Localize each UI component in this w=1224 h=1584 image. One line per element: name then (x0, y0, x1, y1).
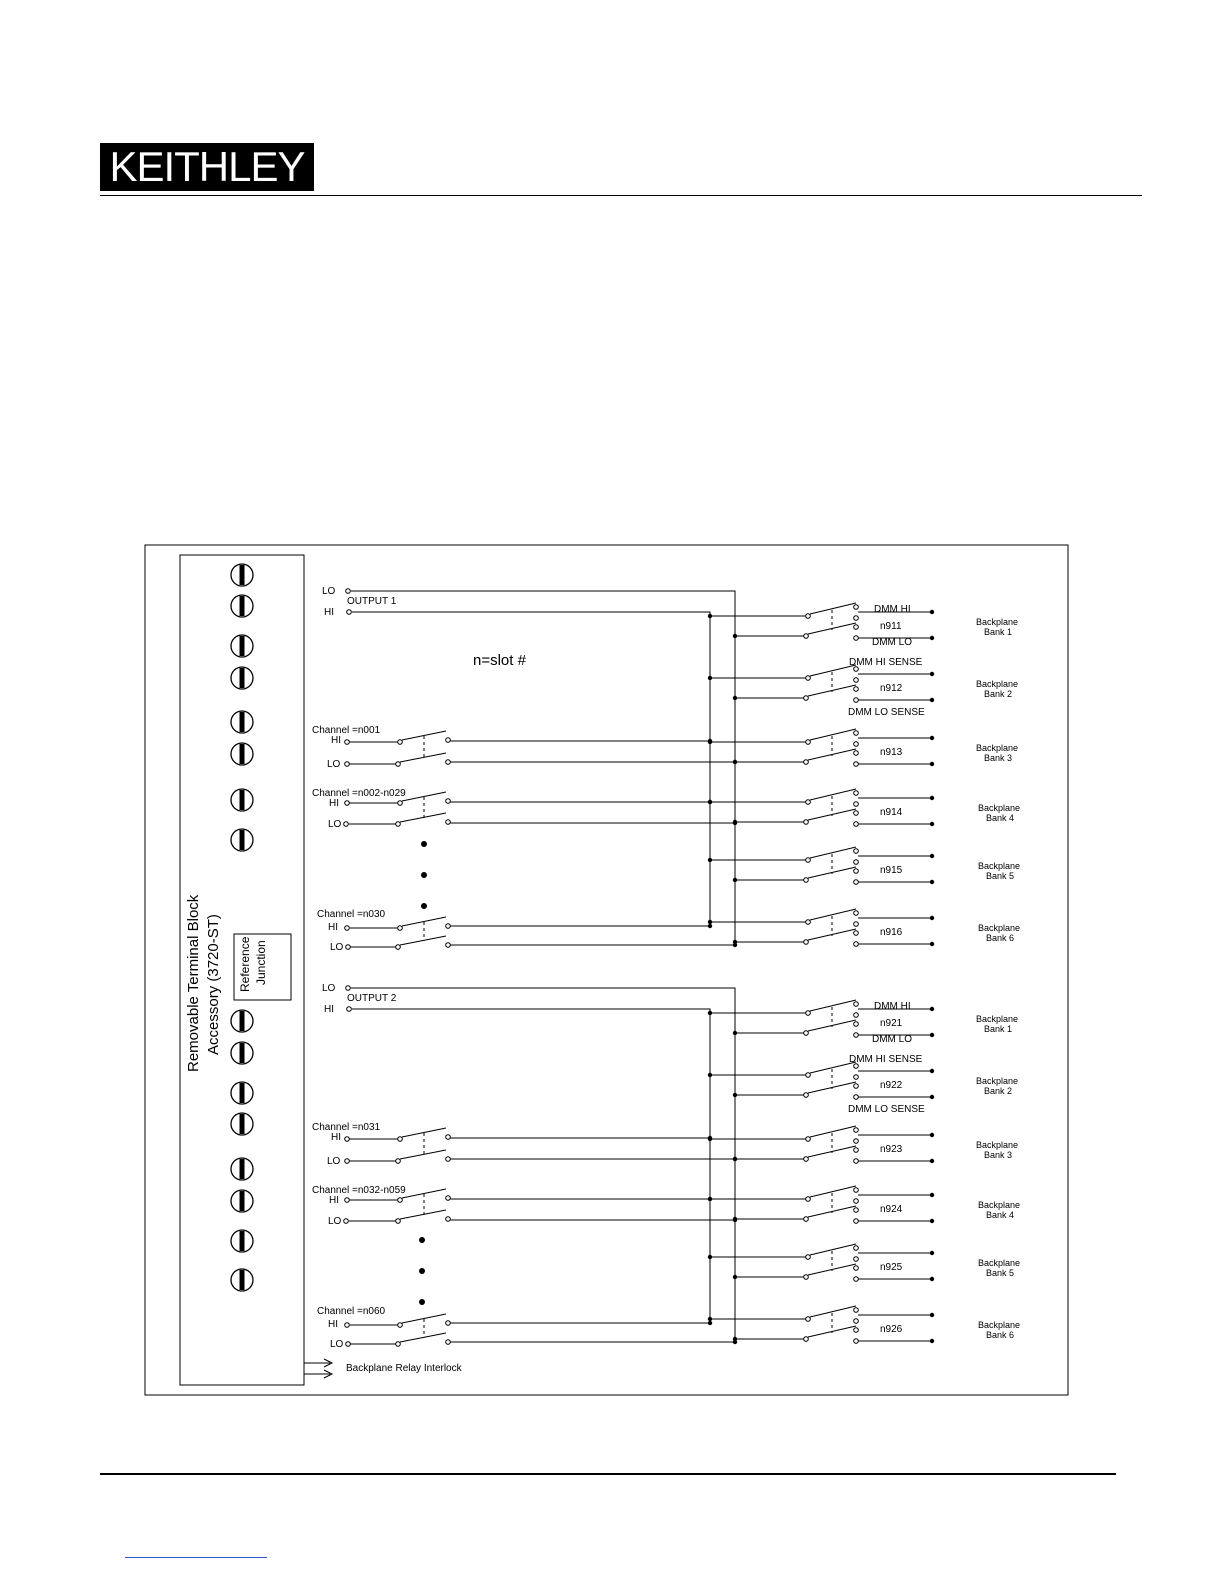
relay-label: n921 (880, 1018, 903, 1029)
junction-dot (930, 1069, 934, 1073)
terminal-contact (806, 676, 811, 681)
junction-dot (930, 672, 934, 676)
terminal-contact (854, 1339, 859, 1344)
bank-label: Bank 4 (986, 1210, 1015, 1220)
relay-blade (810, 1244, 856, 1255)
terminal-contact (344, 1219, 349, 1224)
relay-blade (400, 1333, 446, 1342)
terminal-contact (854, 1188, 859, 1193)
terminal-contact (854, 1219, 859, 1224)
terminal-contact (806, 740, 811, 745)
junction-dot (930, 916, 934, 920)
junction-dot (930, 942, 934, 946)
diagram-frame (145, 545, 1068, 1395)
junction-dot (930, 1095, 934, 1099)
block-title-2: Accessory (3720-ST) (205, 914, 222, 1055)
backplane-label: Backplane (976, 1014, 1019, 1024)
output-hi-label: HI (324, 1004, 334, 1015)
terminal-contact (446, 1196, 451, 1201)
junction-dot (708, 1073, 712, 1077)
output-label: OUTPUT 2 (347, 993, 397, 1004)
terminal-contact (854, 605, 859, 610)
terminal-contact (804, 1217, 809, 1222)
bank-label: Bank 5 (986, 1268, 1015, 1278)
ch-hi-label: HI (331, 735, 341, 746)
terminal-contact (446, 738, 451, 743)
terminal-contact (446, 943, 451, 948)
bank-label: Bank 1 (984, 1024, 1013, 1034)
terminal-contact (398, 926, 403, 931)
terminal-contact (854, 1022, 859, 1027)
terminal-contact (806, 920, 811, 925)
relay-blade (400, 936, 446, 945)
relay-blade (810, 1306, 856, 1317)
terminal-contact (345, 1159, 350, 1164)
junction-dot (930, 1007, 934, 1011)
terminal-contact (346, 1342, 351, 1347)
terminal-contact (806, 614, 811, 619)
terminal-contact (396, 822, 401, 827)
relay-blade (810, 789, 856, 800)
ch-lo-label: LO (327, 1156, 341, 1167)
output-lo-bus (351, 988, 735, 1342)
terminal-screw-slot (240, 744, 245, 764)
terminal-contact (806, 800, 811, 805)
terminal-contact (854, 791, 859, 796)
junction-dot (733, 634, 737, 638)
ch-hi-label: HI (328, 1319, 338, 1330)
ch-hi-label: HI (328, 922, 338, 933)
terminal-contact (804, 1093, 809, 1098)
terminal-contact (804, 820, 809, 825)
terminal-contact (854, 1033, 859, 1038)
terminal-contact (854, 687, 859, 692)
terminal-contact (347, 1007, 352, 1012)
relay-label: n922 (880, 1080, 903, 1091)
output-lo-label: LO (322, 983, 336, 994)
channel-first-label: Channel =n001 (312, 725, 381, 736)
terminal-screw-slot (240, 596, 245, 616)
terminal-contact (854, 1319, 859, 1324)
junction-dot (708, 676, 712, 680)
junction-dot (733, 821, 737, 825)
terminal-screw-slot (240, 668, 245, 688)
junction-dot (733, 1093, 737, 1097)
junction-dot (708, 920, 712, 924)
footer-rule (100, 1473, 1116, 1475)
terminal-contact (806, 1011, 811, 1016)
bank-label: Bank 4 (986, 813, 1015, 823)
terminal-screw-slot (240, 790, 245, 810)
junction-dot (930, 1193, 934, 1197)
terminal-contact (854, 1277, 859, 1282)
relay-label: n913 (880, 747, 903, 758)
block-title-1: Removable Terminal Block (185, 894, 202, 1072)
terminal-contact (396, 1159, 401, 1164)
relay-label: n916 (880, 927, 903, 938)
terminal-contact (854, 1148, 859, 1153)
terminal-contact (346, 986, 351, 991)
backplane-label: Backplane (978, 923, 1021, 933)
ch-lo-label: LO (327, 759, 341, 770)
terminal-contact (854, 616, 859, 621)
terminal-contact (398, 740, 403, 745)
junction-dot (733, 760, 737, 764)
junction-dot (708, 1321, 712, 1325)
terminal-contact (854, 1328, 859, 1333)
bank-label: Bank 5 (986, 871, 1015, 881)
labels (312, 586, 1020, 1350)
relay-label: n912 (880, 683, 903, 694)
terminal-contact (854, 751, 859, 756)
terminal-contact (804, 1157, 809, 1162)
terminal-contact (806, 1137, 811, 1142)
interlock-label: Backplane Relay Interlock (346, 1363, 462, 1374)
junction-dot (930, 1219, 934, 1223)
terminal-contact (345, 926, 350, 931)
terminal-contact (854, 1075, 859, 1080)
dmm-lo-sense-label: DMM LO SENSE (848, 707, 925, 718)
junction-dot (930, 1159, 934, 1163)
junction-dot (930, 796, 934, 800)
terminal-contact (398, 801, 403, 806)
terminal-contact (806, 858, 811, 863)
backplane-label: Backplane (976, 1076, 1019, 1086)
terminal-contact (804, 1337, 809, 1342)
relay-label: n924 (880, 1204, 903, 1215)
channel-first-label: Channel =n031 (312, 1122, 381, 1133)
relay-label: n914 (880, 807, 903, 818)
terminal-contact (346, 945, 351, 950)
terminal-contact (446, 760, 451, 765)
junction-dot (930, 736, 934, 740)
terminal-contact (854, 869, 859, 874)
terminal-contact (446, 1135, 451, 1140)
relay-label: n915 (880, 865, 903, 876)
terminal-contact (854, 922, 859, 927)
terminal-screw-slot (240, 1083, 245, 1103)
channel-mid-label: Channel =n002-n029 (312, 788, 406, 799)
junction-dot (708, 614, 712, 618)
backplane-label: Backplane (978, 1200, 1021, 1210)
relay-label: n911 (880, 621, 902, 632)
relay-label: n925 (880, 1262, 903, 1273)
terminal-contact (854, 1128, 859, 1133)
terminal-contact (854, 678, 859, 683)
terminal-contact (446, 1340, 451, 1345)
backplane-label: Backplane (976, 679, 1019, 689)
terminal-contact (344, 822, 349, 827)
dmm-hi-sense-label: DMM HI SENSE (849, 1054, 923, 1065)
terminal-contact (804, 878, 809, 883)
junction-dot (930, 1313, 934, 1317)
output-hi-bus (352, 1009, 710, 1320)
junction-dot (930, 822, 934, 826)
channel-last-label: Channel =n030 (317, 909, 386, 920)
terminal-contact (396, 1219, 401, 1224)
terminal-contact (346, 589, 351, 594)
bank-label: Bank 6 (986, 1330, 1015, 1340)
channel-mid-label: Channel =n032-n059 (312, 1185, 406, 1196)
terminal-contact (396, 945, 401, 950)
junction-dot (930, 880, 934, 884)
ch-lo-label: LO (328, 1216, 342, 1227)
ref-label-2: Junction (254, 940, 268, 985)
junction-dot (930, 854, 934, 858)
junction-dot (930, 1251, 934, 1255)
relay-blade (810, 847, 856, 858)
terminal-contact (804, 696, 809, 701)
terminal-contact (446, 820, 451, 825)
ch-hi-label: HI (331, 1132, 341, 1143)
junction-dot (733, 1218, 737, 1222)
terminal-contact (396, 762, 401, 767)
terminal-contact (854, 1139, 859, 1144)
terminal-contact (806, 1317, 811, 1322)
terminal-contact (854, 1002, 859, 1007)
terminal-contact (854, 731, 859, 736)
terminal-contact (854, 849, 859, 854)
terminal-screw-slot (240, 1270, 245, 1290)
terminal-screw-slot (240, 1011, 245, 1031)
backplane-label: Backplane (978, 1258, 1021, 1268)
terminal-screw-slot (240, 1114, 245, 1134)
dmm-lo-sense-label: DMM LO SENSE (848, 1104, 925, 1115)
junction-dot (930, 1133, 934, 1137)
relay-blade (400, 753, 446, 762)
backplane-label: Backplane (976, 1140, 1019, 1150)
junction-dot (930, 1033, 934, 1037)
terminal-contact (854, 636, 859, 641)
output-hi-bus (352, 612, 710, 923)
junction-dot (930, 1339, 934, 1343)
bank-label: Bank 1 (984, 627, 1013, 637)
backplane-label: Backplane (976, 743, 1019, 753)
backplane-label: Backplane (978, 1320, 1021, 1330)
terminal-screw-slot (240, 636, 245, 656)
output-label: OUTPUT 1 (347, 596, 397, 607)
output-lo-label: LO (322, 586, 336, 597)
junction-dot (733, 878, 737, 882)
relay-blade (810, 1186, 856, 1197)
relay-blade (810, 909, 856, 920)
junction-dot (708, 1255, 712, 1259)
relay-label: n926 (880, 1324, 903, 1335)
dmm-hi-label: DMM HI (874, 1001, 911, 1012)
terminal-contact (347, 610, 352, 615)
dmm-hi-label: DMM HI (874, 604, 911, 615)
bank-label: Bank 2 (984, 689, 1013, 699)
junction-dot (708, 1011, 712, 1015)
terminal-contact (854, 1246, 859, 1251)
terminal-contact (854, 1308, 859, 1313)
terminal-contact (446, 1217, 451, 1222)
keithley-logo: KEITHLEY (100, 143, 314, 191)
terminal-contact (854, 698, 859, 703)
terminal-contact (854, 1257, 859, 1262)
ref-label-1: Reference (238, 936, 252, 992)
terminal-contact (398, 1198, 403, 1203)
junction-dot (733, 943, 737, 947)
terminal-contact (854, 1084, 859, 1089)
terminal-contact (345, 740, 350, 745)
ch-lo-label: LO (330, 1339, 344, 1350)
relay-label: n923 (880, 1144, 903, 1155)
terminal-contact (446, 924, 451, 929)
junction-dot (708, 1197, 712, 1201)
terminal-screw-slot (240, 1159, 245, 1179)
terminal-contact (804, 634, 809, 639)
ch-hi-label: HI (329, 798, 339, 809)
output-lo-bus (351, 591, 735, 945)
junction-dots (344, 589, 935, 1347)
terminal-contact (806, 1255, 811, 1260)
terminal-contact (345, 1323, 350, 1328)
terminal-contact (804, 1275, 809, 1280)
terminal-contact (854, 1199, 859, 1204)
terminal-contact (854, 860, 859, 865)
dmm-lo-label: DMM LO (872, 1034, 912, 1045)
terminal-contact (446, 1321, 451, 1326)
ch-lo-label: LO (328, 819, 342, 830)
terminal-screw-slot (240, 1231, 245, 1251)
bank-label: Bank 2 (984, 1086, 1013, 1096)
terminal-contact (345, 1137, 350, 1142)
terminal-contact (854, 762, 859, 767)
junction-dot (930, 1277, 934, 1281)
terminal-contact (854, 911, 859, 916)
terminal-contact (854, 1013, 859, 1018)
terminal-contact (345, 1198, 350, 1203)
terminal-contact (854, 802, 859, 807)
terminal-contact (446, 799, 451, 804)
bank-label: Bank 3 (984, 1150, 1013, 1160)
terminal-contact (345, 801, 350, 806)
relay-blade (400, 1210, 446, 1219)
bank-label: Bank 3 (984, 753, 1013, 763)
bank-label: Bank 6 (986, 933, 1015, 943)
junction-dot (708, 858, 712, 862)
junction-dot (708, 1136, 712, 1140)
terminal-screw-slot (240, 565, 245, 585)
junction-dot (708, 1317, 712, 1321)
terminal-contact (398, 1323, 403, 1328)
output-hi-label: HI (324, 607, 334, 618)
relay-blade (810, 1126, 856, 1137)
terminal-contact (345, 762, 350, 767)
junction-dot (930, 698, 934, 702)
terminal-contact (396, 1342, 401, 1347)
junction-dot (708, 800, 712, 804)
relay-blade (400, 1150, 446, 1159)
backplane-label: Backplane (978, 861, 1021, 871)
junction-dot (930, 636, 934, 640)
terminal-screws (231, 564, 253, 1291)
terminal-contact (854, 942, 859, 947)
terminal-contact (854, 1095, 859, 1100)
terminal-contact (854, 1266, 859, 1271)
terminal-screw-slot (240, 1043, 245, 1063)
terminal-contact (398, 1137, 403, 1142)
channel-last-label: Channel =n060 (317, 1306, 386, 1317)
terminal-screw-slot (240, 1191, 245, 1211)
relay-blade (810, 603, 856, 614)
ch-hi-label: HI (329, 1195, 339, 1206)
junction-dot (733, 1340, 737, 1344)
dmm-hi-sense-label: DMM HI SENSE (849, 657, 923, 668)
terminal-contact (806, 1073, 811, 1078)
terminal-screw-slot (240, 830, 245, 850)
terminal-contact (854, 811, 859, 816)
backplane-label: Backplane (978, 803, 1021, 813)
backplane-label: Backplane (976, 617, 1019, 627)
junction-dot (930, 762, 934, 766)
junction-dot (930, 610, 934, 614)
terminal-contact (854, 742, 859, 747)
terminal-screw-slot (240, 712, 245, 732)
junction-dot (708, 739, 712, 743)
wiring (349, 591, 932, 1344)
terminal-contact (854, 822, 859, 827)
terminal-contact (854, 1208, 859, 1213)
junction-dot (708, 924, 712, 928)
relay-blade (810, 729, 856, 740)
terminal-contact (854, 931, 859, 936)
relay-blade (400, 813, 446, 822)
terminal-contact (854, 625, 859, 630)
dmm-lo-label: DMM LO (872, 637, 912, 648)
slot-note: n=slot # (473, 652, 526, 669)
relay-blade (810, 1000, 856, 1011)
footer-link[interactable] (125, 1557, 267, 1558)
junction-dot (733, 696, 737, 700)
terminal-contact (806, 1197, 811, 1202)
terminal-contact (804, 760, 809, 765)
terminal-contact (854, 880, 859, 885)
junction-dot (733, 1275, 737, 1279)
terminal-contact (804, 1031, 809, 1036)
terminal-contact (854, 1159, 859, 1164)
terminal-contact (804, 940, 809, 945)
junction-dot (733, 1031, 737, 1035)
terminal-contact (446, 1157, 451, 1162)
ch-lo-label: LO (330, 942, 344, 953)
junction-dot (733, 1157, 737, 1161)
